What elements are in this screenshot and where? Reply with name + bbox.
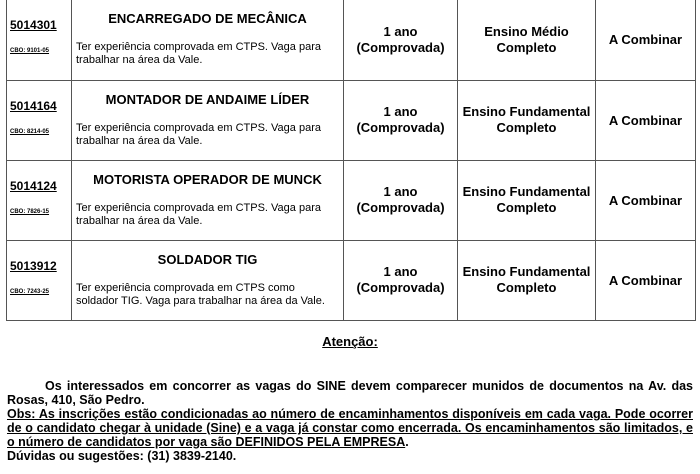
salary-cell bbox=[596, 80, 696, 160]
education-status: Completo bbox=[496, 39, 557, 55]
experience-cell bbox=[344, 240, 458, 320]
job-code: 5013912 bbox=[10, 258, 57, 273]
job-description-cell bbox=[72, 240, 344, 320]
salary: A Combinar bbox=[608, 272, 683, 288]
experience-cell bbox=[344, 0, 458, 80]
salary-cell bbox=[596, 160, 696, 240]
job-description-cell bbox=[72, 0, 344, 80]
job-description-cell bbox=[72, 160, 344, 240]
salary-cell bbox=[596, 240, 696, 320]
job-listings-table bbox=[6, 0, 696, 321]
job-title: MONTADOR DE ANDAIME LÍDER bbox=[105, 91, 310, 107]
job-title: ENCARREGADO DE MECÂNICA bbox=[108, 11, 307, 26]
job-description-cell bbox=[72, 80, 344, 160]
experience-duration: 1 ano bbox=[383, 184, 418, 199]
salary: A Combinar bbox=[608, 32, 683, 48]
job-code-cell bbox=[7, 240, 72, 320]
education-cell bbox=[458, 0, 596, 80]
education-status: Completo bbox=[496, 200, 557, 215]
job-code: 5014164 bbox=[10, 98, 57, 113]
salary-cell bbox=[596, 0, 696, 80]
education-level: Ensino Fundamental bbox=[462, 104, 591, 119]
notice-paragraph: Os interessados em concorrer as vagas do SINE devem comparecer munidos de documentos na Av. das Rosas, 410, São Pedro. bbox=[7, 379, 693, 407]
education-status: Completo bbox=[496, 280, 557, 295]
job-row bbox=[7, 0, 696, 80]
job-title: MOTORISTA OPERADOR DE MUNCK bbox=[93, 171, 322, 187]
job-description: Ter experiência comprovada em CTPS. Vaga para trabalhar na área da Vale. bbox=[76, 41, 321, 66]
experience-cell bbox=[344, 80, 458, 160]
experience-proof: (Comprovada) bbox=[356, 200, 445, 215]
cbo-code: CBO: 9101-05 bbox=[10, 48, 50, 54]
notice-obs-end: . bbox=[405, 435, 409, 449]
job-description: Ter experiência comprovada em CTPS. Vaga para trabalhar na área da Vale. bbox=[76, 121, 321, 147]
job-code-cell bbox=[7, 80, 72, 160]
cbo-code: CBO: 7243-25 bbox=[10, 288, 50, 295]
contact-line: Dúvidas ou sugestões: (31) 3839-2140. bbox=[7, 449, 237, 463]
job-description: Ter experiência comprovada em CTPS como soldador TIG. Vaga para trabalhar na área da Vale. bbox=[76, 281, 325, 307]
experience-proof: (Comprovada) bbox=[356, 120, 445, 135]
education-status: Completo bbox=[496, 120, 557, 135]
job-code: 5014124 bbox=[10, 178, 57, 193]
salary: A Combinar bbox=[608, 192, 683, 208]
job-title: SOLDADOR TIG bbox=[157, 251, 258, 267]
experience-cell bbox=[344, 160, 458, 240]
education-level: Ensino Fundamental bbox=[462, 184, 591, 199]
experience-proof: (Comprovada) bbox=[356, 280, 445, 295]
job-code-cell bbox=[7, 160, 72, 240]
education-level: Ensino Fundamental bbox=[462, 264, 591, 279]
experience-duration: 1 ano bbox=[383, 104, 418, 119]
cbo-code: CBO: 7826-15 bbox=[10, 208, 50, 215]
notice-obs bbox=[7, 407, 693, 449]
job-row bbox=[7, 240, 696, 320]
cbo-code: CBO: 8214-05 bbox=[10, 128, 50, 135]
experience-duration: 1 ano bbox=[383, 264, 418, 279]
salary: A Combinar bbox=[608, 112, 683, 128]
notice-obs-text: Obs: As inscrições estão condicionadas ao número de encaminhamentos disponíveis em cada vaga. Pode ocorrer de o candidato chegar à unidade (Sine) e a vaga já constar como encerrada. Os encaminhamentos são limitados, e o número de candidatos por vaga são DEFINIDOS PELA EMPRESA bbox=[7, 407, 693, 449]
attention-heading: Atenção: bbox=[322, 334, 378, 349]
education-cell bbox=[458, 80, 596, 160]
job-row bbox=[7, 80, 696, 160]
job-code: 5014301 bbox=[10, 18, 57, 32]
education-level: Ensino Médio bbox=[484, 23, 569, 39]
job-code-cell bbox=[7, 0, 72, 80]
job-description: Ter experiência comprovada em CTPS. Vaga para trabalhar na área da Vale. bbox=[76, 201, 321, 227]
job-row bbox=[7, 160, 696, 240]
education-cell bbox=[458, 160, 596, 240]
experience-duration: 1 ano bbox=[383, 23, 418, 39]
experience-proof: (Comprovada) bbox=[356, 39, 445, 55]
notice-block bbox=[7, 379, 693, 463]
education-cell bbox=[458, 240, 596, 320]
